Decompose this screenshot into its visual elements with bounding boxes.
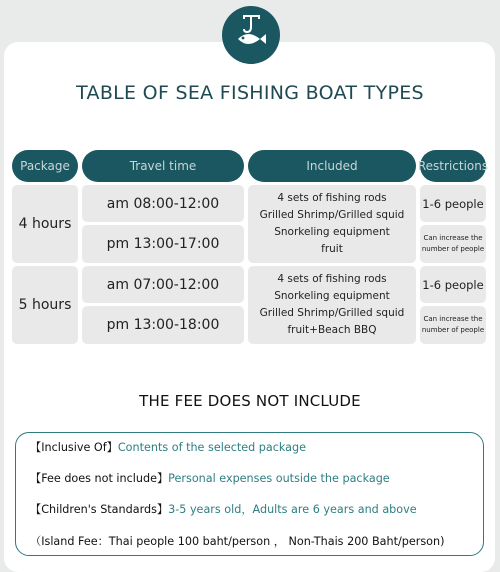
travel-time-slot: pm 13:00-17:00 — [82, 225, 244, 263]
restriction-note — [420, 306, 486, 344]
restriction-people: 1-6 people — [420, 185, 486, 222]
included-item: 4 sets of fishing rods — [277, 273, 387, 285]
fee-value: 3-5 years old，Adults are 6 years and above — [168, 503, 417, 516]
fee-section-title: THE FEE DOES NOT INCLUDE — [139, 392, 361, 410]
travel-time-slot: pm 13:00-18:00 — [82, 306, 244, 344]
restriction-note-line: Can increase the — [423, 234, 483, 242]
restriction-note-line: number of people — [421, 326, 485, 334]
included-list — [248, 266, 416, 344]
fee-label: 【Children's Standards】 — [30, 503, 169, 516]
travel-time-slot: am 07:00-12:00 — [82, 266, 244, 303]
logo — [222, 6, 280, 64]
package-5-hours: 5 hours — [12, 266, 78, 344]
fee-label: 【Fee does not include】 — [30, 472, 169, 485]
restriction-note — [420, 225, 486, 263]
package-4-hours: 4 hours — [12, 185, 78, 263]
fee-line-inclusive — [30, 439, 306, 455]
fee-box — [15, 432, 484, 556]
travel-time-slot: am 08:00-12:00 — [82, 185, 244, 222]
fee-label: 【Inclusive Of】 — [30, 441, 118, 454]
included-item: fruit+Beach BBQ — [287, 324, 377, 336]
header-included: Included — [248, 150, 416, 182]
included-list — [248, 185, 416, 263]
included-item: Grilled Shrimp/Grilled squid — [259, 209, 405, 221]
fee-value: Personal expenses outside the package — [168, 472, 390, 485]
header-travel-time: Travel time — [82, 150, 244, 182]
fee-line-not-included — [30, 470, 390, 486]
included-item: fruit — [321, 243, 343, 255]
header-restrictions: Restrictions — [420, 150, 486, 182]
included-item: Snorkeling equipment — [274, 226, 390, 238]
included-item: 4 sets of fishing rods — [277, 192, 387, 204]
included-item: Grilled Shrimp/Grilled squid — [259, 307, 405, 319]
fee-line-children — [30, 501, 417, 517]
restriction-note-line: Can increase the — [423, 315, 483, 323]
page-title: TABLE OF SEA FISHING BOAT TYPES — [76, 82, 424, 104]
island-fee: （Island Fee：Thai people 100 baht/person ， Non-Thais 200 Baht/person) — [30, 535, 445, 548]
restriction-note-line: number of people — [421, 245, 485, 253]
header-package: Package — [12, 150, 78, 182]
restriction-people: 1-6 people — [420, 266, 486, 303]
included-item: Snorkeling equipment — [274, 290, 390, 302]
fishing-hook-fish-icon — [231, 13, 271, 57]
fee-value: Contents of the selected package — [117, 441, 307, 454]
